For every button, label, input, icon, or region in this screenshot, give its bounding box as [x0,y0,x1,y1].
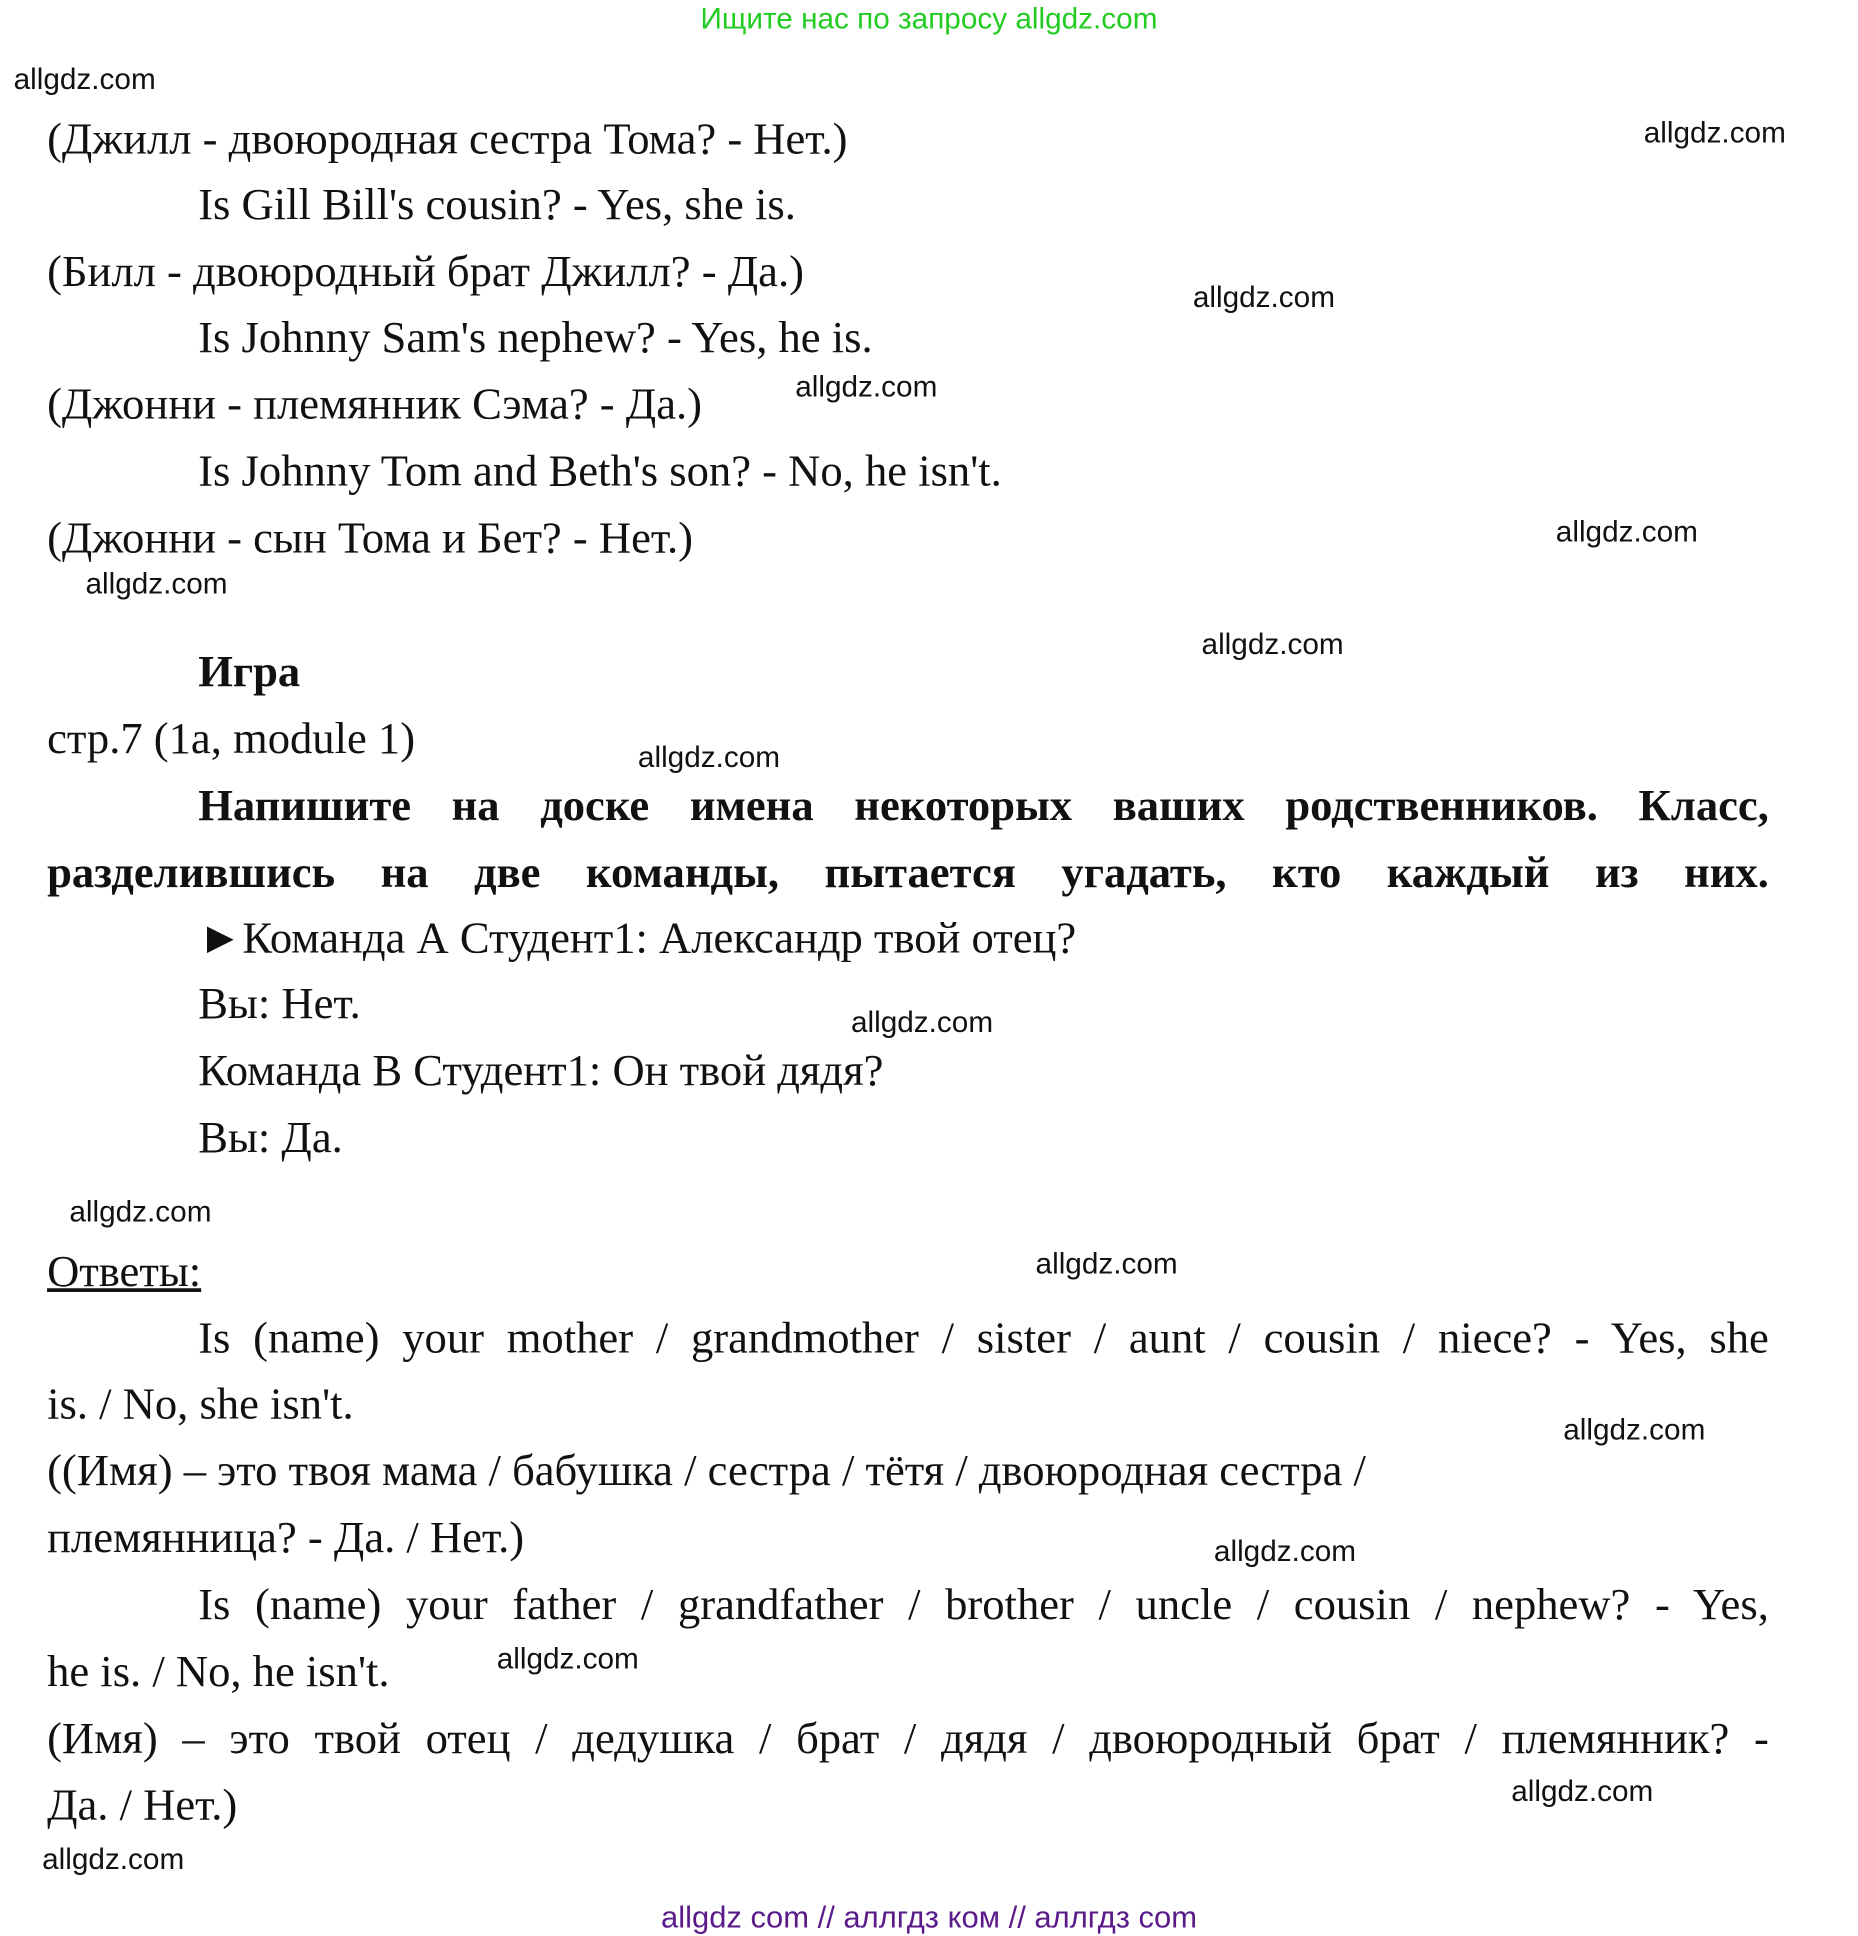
search-hint-banner: Ищите нас по запросу allgdz.com [700,2,1158,36]
watermark: allgdz.com [1511,1775,1654,1809]
text-line: (Джонни - сын Тома и Бет? - Нет.) [47,512,694,563]
text-line: (Билл - двоюродный брат Джилл? - Да.) [47,246,804,297]
text-line: Вы: Да. [198,1112,343,1162]
answer-line: Is (name) your father / grandfather / brother / uncle / cousin / nephew? - Yes, [198,1579,1769,1629]
text-line: Команда В Студент1: Он твой дядя? [198,1045,884,1096]
watermark: allgdz.com [637,740,781,775]
task-text: Напишите на доске имена некоторых ваших родственников. Класс, [198,780,1769,830]
answers-heading: Ответы: [47,1246,202,1296]
watermark: allgdz.com [1555,515,1698,549]
answer-line: he is. / No, he isn't. [47,1646,390,1696]
watermark: allgdz.com [42,1843,185,1877]
watermark: allgdz.com [1192,281,1335,315]
watermark: allgdz.com [13,63,156,97]
text-line: Is Johnny Tom and Beth's son? - No, he isn't. [198,445,1002,496]
text-line: Вы: Нет. [198,978,361,1029]
text-line: ►Команда А Студент1: Александр твой отец? [198,912,1077,963]
task-text: разделившись на две команды, пытается угадать, кто каждый из них. [47,847,1769,897]
watermark: allgdz.com [1035,1247,1178,1281]
answer-line: (Имя) – это твой отец / дедушка / брат / дядя / двоюродный брат / племянник? - [47,1713,1769,1763]
text-line: (Джонни - племянник Сэма? - Да.) [47,379,703,429]
text-line: (Джилл - двоюродная сестра Тома? - Нет.) [47,113,848,164]
footer-links: allgdz com // аллгдз ком // аллгдз com [661,1900,1198,1935]
watermark: allgdz.com [85,567,228,601]
watermark: allgdz.com [1643,116,1786,150]
page-reference: стр.7 (1a, module 1) [47,713,416,764]
watermark: allgdz.com [850,1005,994,1040]
watermark: allgdz.com [69,1195,212,1229]
answer-line: Да. / Нет.) [47,1780,238,1830]
watermark: allgdz.com [1563,1413,1706,1447]
watermark: allgdz.com [795,370,938,404]
text-line: Is Gill Bill's cousin? - Yes, she is. [198,179,796,230]
watermark: allgdz.com [1201,628,1344,662]
answer-line: is. / No, she isn't. [47,1378,354,1429]
answer-line: Is (name) your mother / grandmother / sister / aunt / cousin / niece? - Yes, she [198,1313,1769,1363]
answer-line: племянница? - Да. / Нет.) [47,1512,525,1563]
text-line: Is Johnny Sam's nephew? - Yes, he is. [198,312,873,362]
watermark: allgdz.com [1213,1534,1357,1569]
watermark: allgdz.com [496,1642,639,1676]
section-heading: Игра [198,646,301,697]
answer-line: ((Имя) – это твоя мама / бабушка / сестра / тётя / двоюродная сестра / [47,1445,1366,1496]
